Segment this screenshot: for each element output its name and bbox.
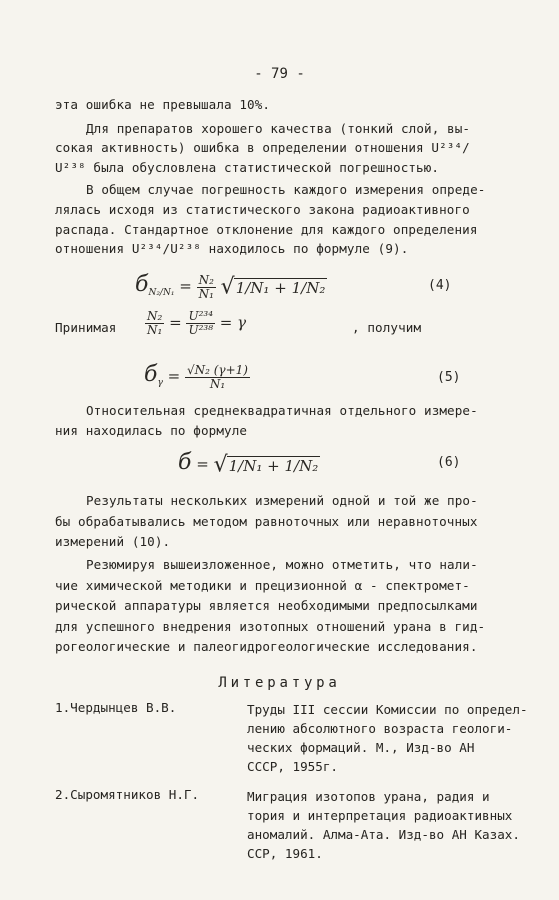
sigma-symbol: б bbox=[178, 450, 192, 475]
text-line: бы обрабатывались методом равноточных или неравноточных bbox=[55, 514, 478, 529]
page-number: - 79 - bbox=[254, 66, 305, 82]
text-line: Результаты нескольких измерений одной и той же про- bbox=[86, 493, 478, 508]
formula-4 bbox=[135, 272, 327, 301]
fraction bbox=[197, 274, 216, 301]
equation-number: (6) bbox=[437, 455, 461, 470]
fraction-denominator: U²³⁸ bbox=[188, 323, 213, 337]
equals-gamma: = γ bbox=[219, 313, 247, 332]
text-line: рогеологические и палеогидрогеологические исследования. bbox=[55, 639, 478, 654]
text-line: лялась исходя из статистического закона радиоактивного bbox=[55, 202, 470, 217]
radicand-term: 1/N₂ bbox=[291, 278, 326, 297]
text-line: для успешного внедрения изотопных отношений урана в гид- bbox=[55, 619, 486, 634]
formula-subscript: N₂/N₁ bbox=[148, 288, 175, 298]
text-line: измерений (10). bbox=[55, 534, 171, 549]
text-line: ния находилась по формуле bbox=[55, 423, 248, 438]
reference-line: Миграция изотопов урана, радия и bbox=[247, 789, 490, 804]
fraction-denominator: N₁ bbox=[147, 323, 163, 337]
radicand-term: 1/N₁ bbox=[228, 456, 263, 475]
equals-sign: = bbox=[169, 313, 182, 332]
radicand bbox=[234, 278, 328, 297]
accepting-tail: , получим bbox=[352, 320, 422, 335]
text-line: рической аппаратуры является необходимыми предпосылками bbox=[55, 598, 478, 613]
reference-author: 1.Чердынцев В.В. bbox=[55, 700, 177, 715]
fraction-denominator: N₁ bbox=[185, 377, 250, 391]
fraction bbox=[185, 364, 250, 391]
literature-heading: Литература bbox=[218, 675, 341, 691]
radicand-term: 1/N₁ bbox=[235, 278, 270, 297]
reference-line: ческих формаций. М., Изд-во АН bbox=[247, 740, 475, 755]
equals-sign: = bbox=[167, 367, 181, 385]
radical-sign: √ bbox=[213, 452, 228, 478]
sigma-symbol: б bbox=[144, 362, 158, 387]
formula-6 bbox=[178, 450, 320, 478]
text-line: эта ошибка не превышала 10%. bbox=[55, 97, 271, 112]
equation-number: (4) bbox=[428, 278, 452, 293]
fraction bbox=[186, 310, 215, 337]
plus-sign: + bbox=[267, 456, 280, 475]
equals-sign: = bbox=[179, 277, 192, 295]
radicand-term: 1/N₂ bbox=[284, 456, 319, 475]
reference-line: тория и интерпретация радиоактивных bbox=[247, 808, 513, 823]
formula-subscript: γ bbox=[157, 378, 163, 388]
reference-text bbox=[247, 700, 528, 776]
radicand bbox=[227, 456, 321, 475]
formula-5 bbox=[144, 362, 250, 391]
reference-text bbox=[247, 787, 520, 863]
reference-line: лению абсолютного возраста геологи- bbox=[247, 721, 513, 736]
text-line: отношения U²³⁴/U²³⁸ находилось по формуле (9). bbox=[55, 241, 409, 256]
fraction-numerator: √N₂ (γ+1) bbox=[186, 362, 248, 377]
text-line: сокая активность) ошибка в определении отношения U²³⁴/ bbox=[55, 140, 470, 155]
reference-line: СССР, 1955г. bbox=[247, 759, 338, 774]
text-line: Для препаратов хорошего качества (тонкий слой, вы- bbox=[86, 121, 471, 136]
text-line: чие химической методики и прецизионной α - спектромет- bbox=[55, 578, 470, 593]
reference-line: Труды III сессии Комиссии по определ- bbox=[247, 702, 528, 717]
text-line: Резюмируя вышеизложенное, можно отметить, что нали- bbox=[86, 557, 478, 572]
sigma-symbol: б bbox=[135, 272, 149, 297]
text-line: распада. Стандартное отклонение для каждого определения bbox=[55, 222, 478, 237]
equation-number: (5) bbox=[437, 370, 461, 385]
text-line: U²³⁸ была обусловлена статистической погрешностью. bbox=[55, 160, 440, 175]
text-line: Относительная среднеквадратичная отдельного измере- bbox=[86, 403, 478, 418]
fraction bbox=[145, 310, 164, 337]
fraction-denominator: N₁ bbox=[198, 286, 214, 301]
fraction-numerator: U²³⁴ bbox=[188, 309, 213, 323]
plus-sign: + bbox=[274, 278, 287, 297]
fraction-numerator: N₂ bbox=[198, 272, 214, 287]
reference-line: ССР, 1961. bbox=[247, 846, 323, 861]
reference-author: 2.Сыромятников Н.Г. bbox=[55, 787, 200, 802]
reference-line: аномалий. Алма-Ата. Изд-во АН Казах. bbox=[247, 827, 520, 842]
text-line: В общем случае погрешность каждого измерения опреде- bbox=[86, 182, 486, 197]
radical-sign: √ bbox=[220, 274, 235, 300]
accepting-formula bbox=[145, 310, 246, 337]
fraction-numerator: N₂ bbox=[147, 309, 163, 323]
accepting-label: Принимая bbox=[55, 320, 117, 335]
equals-sign: = bbox=[196, 455, 209, 473]
